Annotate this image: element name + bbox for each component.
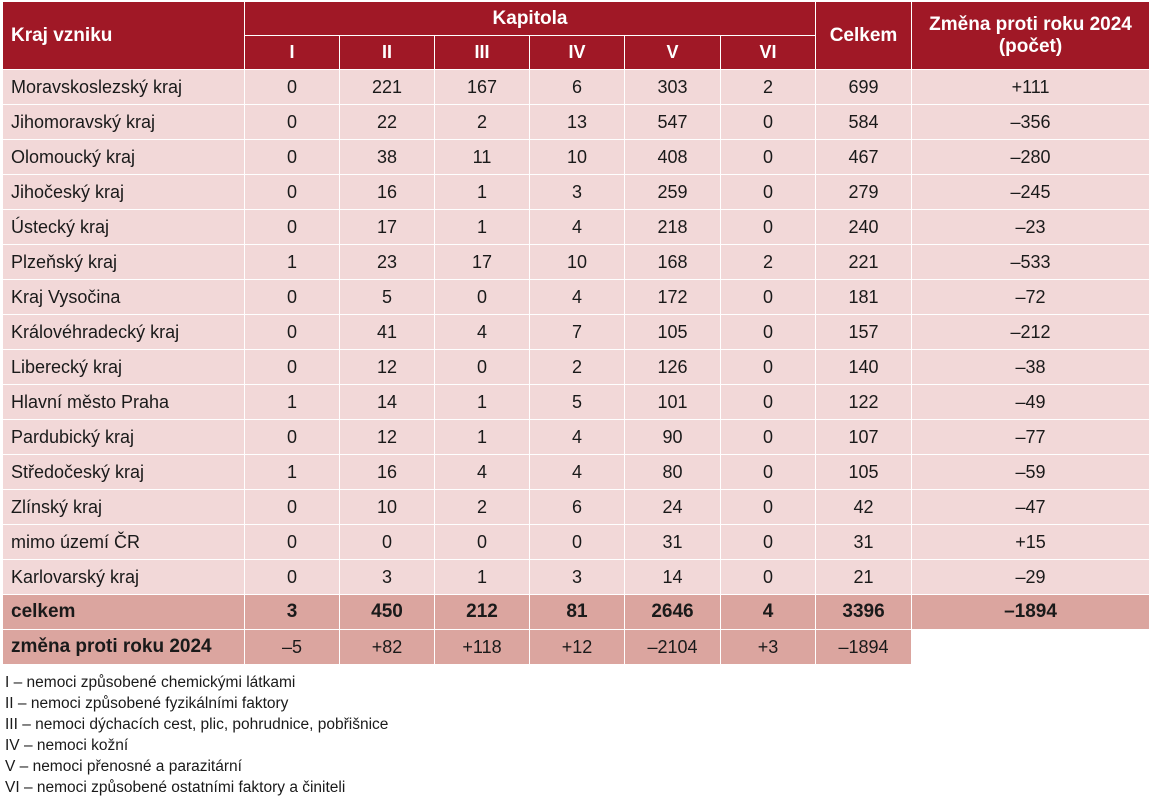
table-row [3,350,1150,385]
table-row [3,385,1150,420]
cell-iv: 10 [530,140,625,175]
cell-iii: 1 [435,175,530,210]
cell-i: 0 [245,525,340,560]
cell-region: Jihomoravský kraj [3,105,245,140]
cell-vi: 0 [721,105,816,140]
cell-total: 279 [816,175,912,210]
total-cell-i: 3 [245,595,340,630]
table-row [3,210,1150,245]
cell-vi: 2 [721,70,816,105]
cell-total: 699 [816,70,912,105]
cell-ii: 0 [340,525,435,560]
total-row [3,595,1150,630]
cell-v: 14 [625,560,721,595]
cell-iii: 2 [435,105,530,140]
cell-total: 140 [816,350,912,385]
header-change [912,2,1150,70]
cell-iv: 3 [530,560,625,595]
cell-total: 240 [816,210,912,245]
table-row [3,490,1150,525]
cell-total: 181 [816,280,912,315]
header-region: Kraj vzniku [3,2,245,70]
cell-region: Ústecký kraj [3,210,245,245]
table-row [3,315,1150,350]
cell-i: 0 [245,490,340,525]
cell-change: –38 [912,350,1150,385]
cell-ii: 38 [340,140,435,175]
cell-change: –280 [912,140,1150,175]
cell-total: 122 [816,385,912,420]
cell-ii: 3 [340,560,435,595]
cell-i: 1 [245,455,340,490]
total-label: celkem [3,595,245,630]
cell-i: 0 [245,315,340,350]
legend-item: II – nemoci způsobené fyzikálními faktory [5,695,289,712]
cell-iii: 1 [435,210,530,245]
cell-v: 172 [625,280,721,315]
cell-vi: 0 [721,385,816,420]
cell-vi: 2 [721,245,816,280]
year-change-cell-iii: +118 [435,630,530,665]
cell-iv: 2 [530,350,625,385]
cell-iv: 13 [530,105,625,140]
cell-v: 31 [625,525,721,560]
year-change-cell-ii: +82 [340,630,435,665]
cell-region: Hlavní město Praha [3,385,245,420]
cell-iii: 17 [435,245,530,280]
cell-v: 126 [625,350,721,385]
year-change-cell-i: –5 [245,630,340,665]
cell-change: –77 [912,420,1150,455]
cell-vi: 0 [721,350,816,385]
header-chapter-vi: VI [721,36,816,70]
year-change-cell-iv: +12 [530,630,625,665]
cell-i: 0 [245,560,340,595]
cell-iv: 6 [530,490,625,525]
cell-v: 105 [625,315,721,350]
cell-ii: 10 [340,490,435,525]
cell-region: Kraj Vysočina [3,280,245,315]
cell-iii: 11 [435,140,530,175]
cell-ii: 23 [340,245,435,280]
cell-v: 303 [625,70,721,105]
cell-region: Karlovarský kraj [3,560,245,595]
cell-v: 90 [625,420,721,455]
cell-i: 0 [245,420,340,455]
cell-change: –212 [912,315,1150,350]
cell-iii: 0 [435,525,530,560]
cell-total: 221 [816,245,912,280]
cell-v: 101 [625,385,721,420]
cell-ii: 14 [340,385,435,420]
table-row [3,280,1150,315]
cell-change: +15 [912,525,1150,560]
table-row [3,140,1150,175]
cell-v: 259 [625,175,721,210]
cell-iv: 0 [530,525,625,560]
cell-vi: 0 [721,175,816,210]
cell-total: 31 [816,525,912,560]
cell-total: 107 [816,420,912,455]
cell-i: 0 [245,350,340,385]
cell-region: mimo území ČR [3,525,245,560]
header-chapter-ii: II [340,36,435,70]
header-total: Celkem [816,2,912,70]
year-change-cell-total: –1894 [816,630,912,665]
cell-region: Liberecký kraj [3,350,245,385]
cell-change: +111 [912,70,1150,105]
cell-total: 42 [816,490,912,525]
cell-iii: 4 [435,315,530,350]
cell-total: 584 [816,105,912,140]
occupational-disease-table [2,1,1150,665]
cell-vi: 0 [721,525,816,560]
total-cell-total: 3396 [816,595,912,630]
cell-iii: 1 [435,385,530,420]
year-change-cell-v: –2104 [625,630,721,665]
cell-iii: 0 [435,280,530,315]
total-cell-iii: 212 [435,595,530,630]
table-body [3,70,1150,665]
cell-total: 21 [816,560,912,595]
cell-i: 0 [245,210,340,245]
header-chapter-v: V [625,36,721,70]
table-row [3,245,1150,280]
cell-iv: 10 [530,245,625,280]
cell-v: 547 [625,105,721,140]
cell-total: 467 [816,140,912,175]
year-change-row [3,630,1150,665]
cell-change: –356 [912,105,1150,140]
cell-region: Moravskoslezský kraj [3,70,245,105]
total-cell-vi: 4 [721,595,816,630]
table-row [3,455,1150,490]
cell-change: –47 [912,490,1150,525]
cell-region: Plzeňský kraj [3,245,245,280]
cell-v: 408 [625,140,721,175]
table-row [3,175,1150,210]
cell-total: 157 [816,315,912,350]
cell-change: –72 [912,280,1150,315]
legend-item: V – nemoci přenosné a parazitární [5,758,242,775]
cell-iv: 4 [530,420,625,455]
table-header [3,2,1150,70]
cell-i: 0 [245,140,340,175]
legend-item: IV – nemoci kožní [5,737,129,754]
cell-change: –245 [912,175,1150,210]
cell-v: 218 [625,210,721,245]
cell-i: 0 [245,280,340,315]
cell-region: Středočeský kraj [3,455,245,490]
cell-change: –59 [912,455,1150,490]
cell-vi: 0 [721,490,816,525]
cell-iv: 7 [530,315,625,350]
cell-i: 0 [245,175,340,210]
cell-change: –49 [912,385,1150,420]
total-cell-change: –1894 [912,595,1150,630]
cell-vi: 0 [721,455,816,490]
cell-vi: 0 [721,420,816,455]
legend [5,672,388,798]
cell-change: –23 [912,210,1150,245]
table-row [3,70,1150,105]
cell-vi: 0 [721,280,816,315]
cell-vi: 0 [721,560,816,595]
total-cell-v: 2646 [625,595,721,630]
cell-region: Královéhradecký kraj [3,315,245,350]
cell-iii: 4 [435,455,530,490]
cell-v: 168 [625,245,721,280]
cell-iii: 0 [435,350,530,385]
table-row [3,525,1150,560]
table-row [3,420,1150,455]
header-chapter-i: I [245,36,340,70]
cell-iii: 2 [435,490,530,525]
cell-iv: 6 [530,70,625,105]
cell-iv: 5 [530,385,625,420]
header-chapter: Kapitola [245,2,816,36]
header-chapter-iv: IV [530,36,625,70]
cell-iii: 167 [435,70,530,105]
legend-item: III – nemoci dýchacích cest, plic, pohrudnice, pobřišnice [5,716,389,733]
cell-iv: 4 [530,210,625,245]
cell-change: –533 [912,245,1150,280]
cell-i: 1 [245,245,340,280]
cell-i: 1 [245,385,340,420]
cell-vi: 0 [721,210,816,245]
header-change-line1: Změna proti roku 2024 [929,13,1132,35]
total-cell-ii: 450 [340,595,435,630]
cell-ii: 16 [340,455,435,490]
cell-ii: 5 [340,280,435,315]
year-change-cell-vi: +3 [721,630,816,665]
cell-region: Pardubický kraj [3,420,245,455]
header-change-line2: (počet) [998,35,1063,57]
cell-ii: 12 [340,420,435,455]
cell-region: Zlínský kraj [3,490,245,525]
table-row [3,560,1150,595]
total-cell-iv: 81 [530,595,625,630]
cell-v: 24 [625,490,721,525]
cell-i: 0 [245,105,340,140]
cell-ii: 22 [340,105,435,140]
cell-iv: 4 [530,280,625,315]
cell-iv: 3 [530,175,625,210]
header-chapter-iii: III [435,36,530,70]
cell-iii: 1 [435,420,530,455]
cell-vi: 0 [721,315,816,350]
cell-vi: 0 [721,140,816,175]
year-change-label: změna proti roku 2024 [3,630,245,665]
table-row [3,105,1150,140]
cell-i: 0 [245,70,340,105]
cell-ii: 16 [340,175,435,210]
cell-change: –29 [912,560,1150,595]
cell-region: Olomoucký kraj [3,140,245,175]
cell-ii: 221 [340,70,435,105]
cell-total: 105 [816,455,912,490]
cell-region: Jihočeský kraj [3,175,245,210]
cell-v: 80 [625,455,721,490]
cell-ii: 12 [340,350,435,385]
cell-iv: 4 [530,455,625,490]
cell-iii: 1 [435,560,530,595]
legend-item: VI – nemoci způsobené ostatními faktory a činiteli [5,779,346,796]
cell-ii: 17 [340,210,435,245]
legend-item: I – nemoci způsobené chemickými látkami [5,674,296,691]
cell-ii: 41 [340,315,435,350]
empty-cell [912,630,1150,665]
